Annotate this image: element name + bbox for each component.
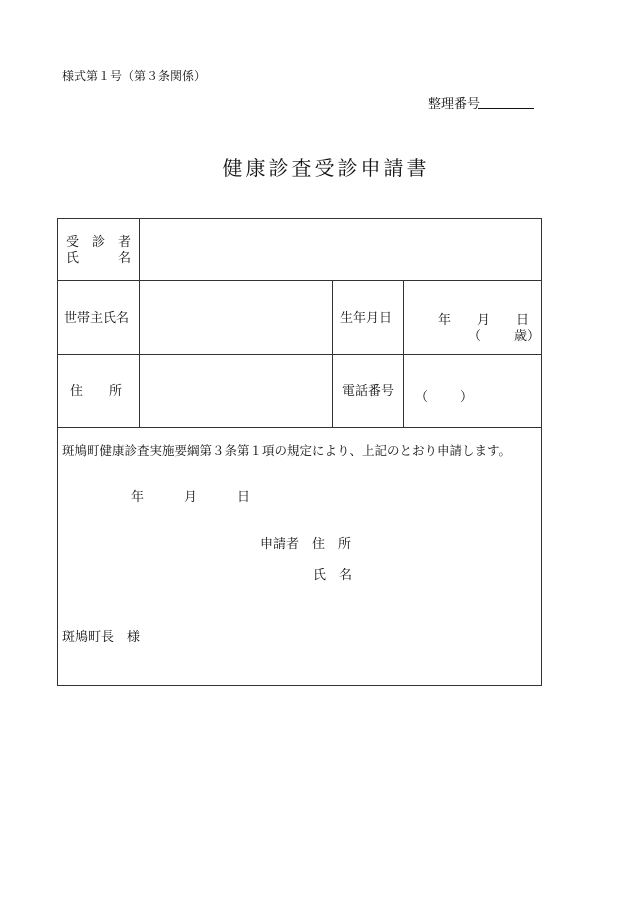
- address-label: 住 所: [70, 384, 123, 399]
- reference-number-label: 整理番号: [428, 97, 481, 112]
- applicant-name-field[interactable]: [360, 564, 530, 586]
- form-label: 様式第１号（第３条関係）: [62, 69, 207, 83]
- applicant-address-label: 申請者 住 所: [260, 537, 352, 552]
- row-divider-3: [58, 427, 541, 428]
- phone-area-open-paren: （: [415, 390, 429, 405]
- examinee-name-field[interactable]: [141, 220, 539, 279]
- application-statement: 斑鳩町健康診査実施要綱第３条第１項の規定により、上記のとおり申請します。: [62, 443, 512, 458]
- birth-day-unit: 日: [516, 313, 530, 328]
- row-divider-1: [58, 280, 541, 281]
- address-field[interactable]: [141, 356, 331, 426]
- birthdate-label: 生年月日: [340, 311, 393, 326]
- household-head-label: 世帯主氏名: [64, 311, 130, 326]
- birth-year-unit: 年: [438, 313, 452, 328]
- mid-column-divider: [332, 281, 333, 427]
- application-date[interactable]: [100, 488, 260, 506]
- examinee-name-label-line2: 氏 名: [66, 251, 132, 266]
- applicant-name-label: 氏 名: [313, 568, 353, 583]
- phone-label: 電話番号: [342, 384, 395, 399]
- document-title: 健康診査受診申請書: [222, 156, 430, 180]
- examinee-name-label-line1: 受 診 者: [66, 235, 132, 250]
- right-column-divider: [403, 281, 404, 427]
- phone-area-close-paren: ）: [460, 390, 474, 405]
- date-month-unit: 月: [184, 490, 198, 505]
- label-column-divider: [139, 219, 140, 427]
- applicant-address-field[interactable]: [360, 533, 530, 555]
- date-day-unit: 日: [237, 490, 251, 505]
- birth-month-unit: 月: [477, 313, 491, 328]
- household-head-field[interactable]: [141, 282, 331, 353]
- date-year-unit: 年: [131, 490, 145, 505]
- reference-number-field[interactable]: [478, 108, 534, 109]
- age-unit: 歳）: [514, 329, 541, 344]
- addressee: 斑鳩町長 様: [62, 630, 141, 645]
- age-open-paren: （: [468, 329, 482, 344]
- row-divider-2: [58, 354, 541, 355]
- birthdate-field[interactable]: [405, 282, 539, 353]
- phone-field[interactable]: [405, 356, 539, 426]
